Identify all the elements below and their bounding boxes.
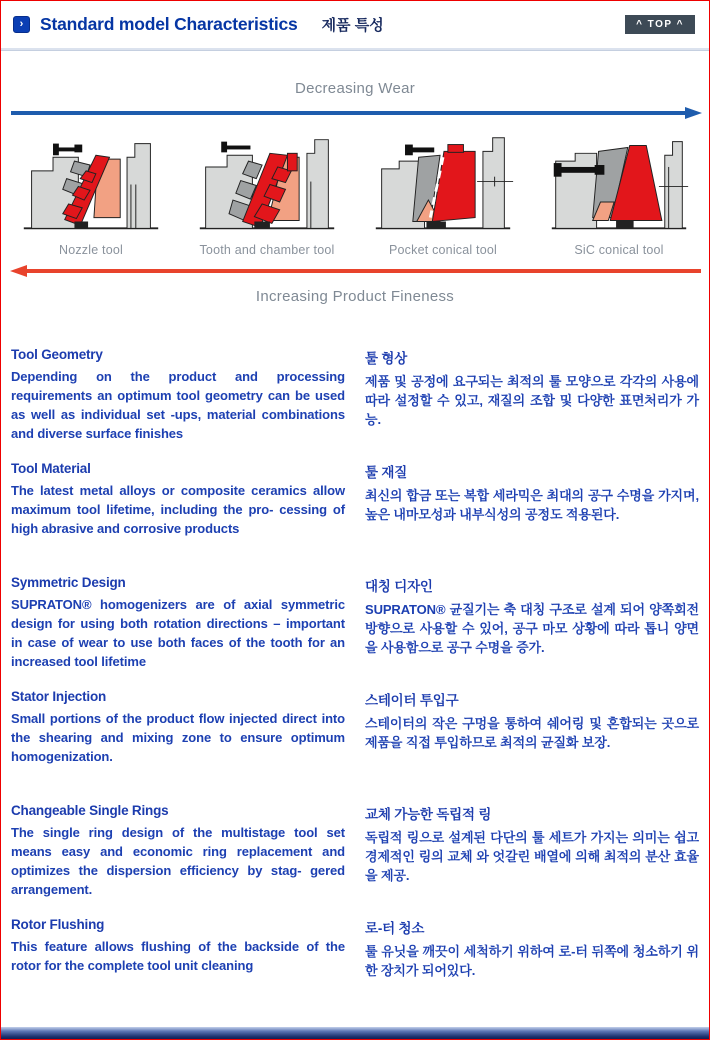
feature-row-stator-injection	[11, 689, 699, 803]
feature-title-kr: 교체 가능한 독립적 링	[365, 807, 492, 822]
feature-title-kr: 스테이터 투입구	[365, 693, 459, 708]
feature-body-en: Small portions of the product flow injected direct into the shearing and mixing zone to ensure optimum homogenization.	[11, 711, 345, 764]
arrow-bullet-icon: ›	[13, 16, 30, 33]
feature-row-symmetric-design	[11, 575, 699, 689]
tool-figure-tooth-chamber	[181, 128, 353, 257]
tool-label: Nozzle tool	[58, 243, 124, 257]
feature-body-en: The single ring design of the multistage tool set means easy and economic ring replacement and optimizes the dispersion efficiency by stag- gered arrangement.	[11, 825, 345, 897]
tool-label: Pocket conical tool	[388, 243, 498, 257]
feature-body-kr: 최신의 합금 또는 복합 세라믹은 최대의 공구 수명을 가지며, 높은 내마모성과 내부식성의 공정도 적용된다.	[365, 488, 699, 522]
nozzle-tool-drawing	[16, 128, 166, 240]
feature-body-en: This feature allows flushing of the backside of the rotor for the complete tool unit cleaning	[11, 939, 345, 973]
feature-kr	[365, 575, 699, 689]
feature-title-en: Changeable Single Rings	[11, 803, 169, 818]
tool-label: Tooth and chamber tool	[199, 243, 335, 257]
feature-body-en: Depending on the product and processing requirements an optimum tool geometry can be used as well as individual set -ups, material combinations and diverse surface finishes	[11, 369, 345, 441]
feature-row-tool-geometry	[11, 347, 699, 461]
feature-title-en: Tool Material	[11, 461, 91, 476]
feature-title-en: Rotor Flushing	[11, 917, 105, 932]
feature-title-en: Tool Geometry	[11, 347, 103, 362]
feature-body-kr: SUPRATON® 균질기는 축 대칭 구조로 설계 되어 양쪽회전 방향으로 사용할 수 있어, 공구 마모 상황에 따라 톱니 양면을 사용함으로 공구 수명을 증가.	[365, 602, 699, 655]
feature-body-en: The latest metal alloys or composite ceramics allow maximum tool lifetime, including the pro- cessing of high abrasive and corrosive products	[11, 483, 345, 536]
feature-row-changeable-single-rings	[11, 803, 699, 917]
tool-figures-row	[1, 120, 709, 257]
feature-title-kr: 툴 재질	[365, 465, 408, 480]
feature-title-kr: 툴 형상	[365, 351, 408, 366]
feature-kr	[365, 347, 699, 461]
feature-row-tool-material	[11, 461, 699, 575]
header-title-group	[13, 14, 384, 35]
feature-body-kr: 툴 유닛을 깨끗이 세척하기 위하여 로-터 뒤쪽에 청소하기 위한 장치가 되어있다.	[365, 944, 699, 978]
decreasing-wear-arrow-icon	[9, 106, 703, 120]
increasing-fineness-arrow-icon	[9, 264, 703, 278]
page-title: Standard model Characteristics	[40, 14, 298, 34]
feature-en	[11, 347, 345, 461]
sic-conical-tool-drawing	[544, 128, 694, 240]
feature-kr	[365, 917, 699, 980]
tool-figure-sic-conical	[533, 128, 705, 257]
feature-en	[11, 917, 345, 980]
feature-kr	[365, 461, 699, 575]
feature-kr	[365, 689, 699, 803]
tool-figure-pocket-conical	[357, 128, 529, 257]
top-button[interactable]: ^ TOP ^	[625, 15, 695, 34]
tooth-and-chamber-tool-drawing	[192, 128, 342, 240]
feature-body-kr: 제품 및 공정에 요구되는 최적의 툴 모양으로 각각의 사용에 따라 설정할 수 있고, 재질의 조합 및 다양한 표면처리가 가능.	[365, 374, 699, 427]
feature-body-kr: 독립적 링으로 설계된 다단의 툴 세트가 가지는 의미는 쉽고 경제적인 링의 교체 와 엇갈린 배열에 의해 최적의 분산 효율을 제공.	[365, 830, 699, 883]
pocket-conical-tool-drawing	[368, 128, 518, 240]
feature-title-en: Stator Injection	[11, 689, 107, 704]
feature-en	[11, 575, 345, 689]
feature-title-kr: 대칭 디자인	[365, 579, 433, 594]
feature-en	[11, 803, 345, 917]
feature-en	[11, 461, 345, 575]
tool-figure-nozzle	[5, 128, 177, 257]
feature-body-kr: 스테이터의 작은 구멍을 통하여 쉐어링 및 혼합되는 곳으로 제품을 직접 투입하므로 최적의 균질화 보장.	[365, 716, 699, 750]
feature-body-en: SUPRATON® homogenizers are of axial symmetric design for using both rotation directions – important in case of wear to use both faces of the tooth for an increased tool lifetime	[11, 597, 345, 669]
increasing-fineness-label: Increasing Product Fineness	[255, 288, 455, 305]
feature-en	[11, 689, 345, 803]
wear-fineness-diagram	[1, 50, 709, 305]
feature-title-en: Symmetric Design	[11, 575, 126, 590]
feature-row-rotor-flushing	[11, 917, 699, 980]
feature-sections	[1, 305, 709, 980]
page-subtitle-korean: 제품 특성	[321, 17, 384, 34]
decreasing-wear-label: Decreasing Wear	[294, 80, 416, 97]
bottom-bar	[1, 1027, 709, 1039]
feature-kr	[365, 803, 699, 917]
page-header	[1, 1, 709, 50]
feature-title-kr: 로-터 청소	[365, 921, 425, 936]
tool-label: SiC conical tool	[574, 243, 664, 257]
